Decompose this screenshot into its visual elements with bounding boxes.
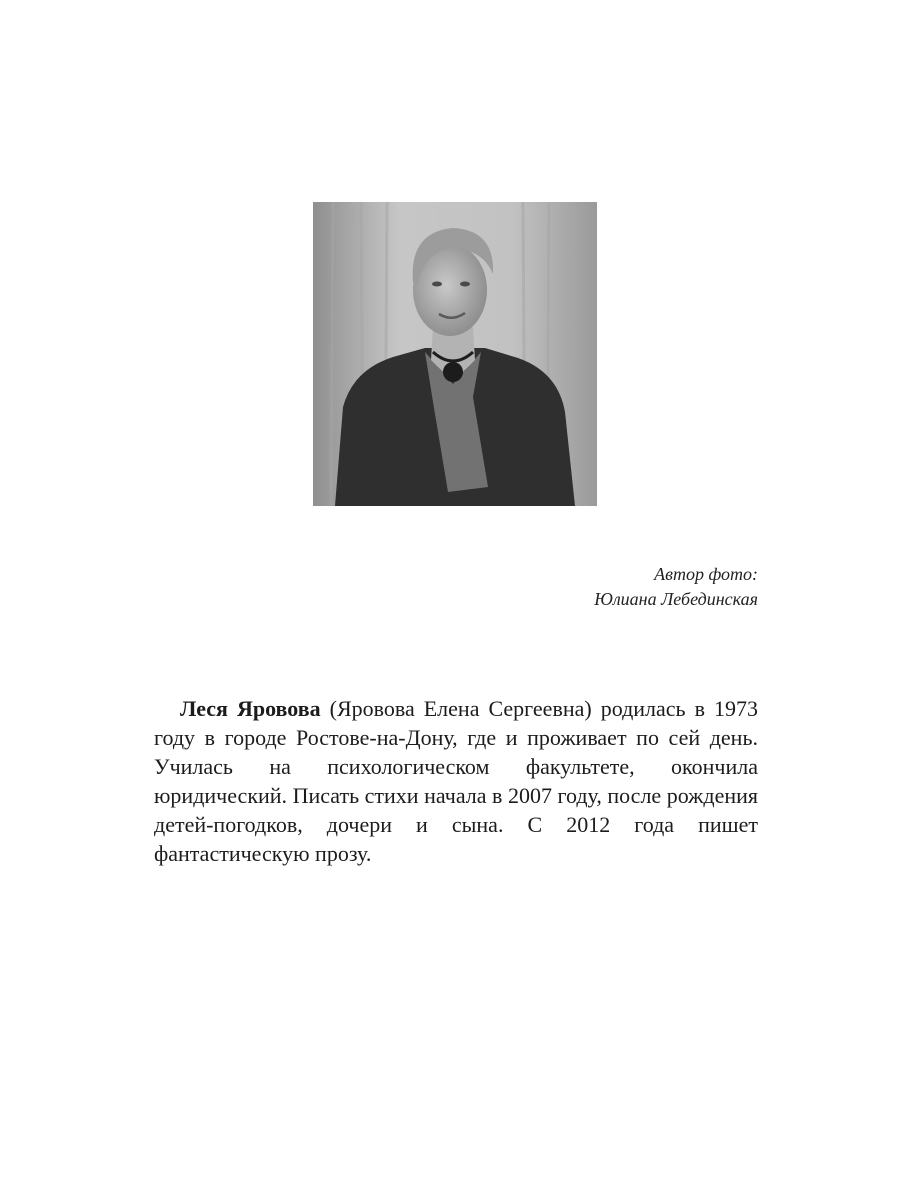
author-biography <box>154 694 758 868</box>
author-name: Леся Яровова <box>180 696 321 721</box>
photo-credit-author: Юлиана Лебединская <box>594 589 758 609</box>
photo-credit-label: Автор фото: <box>654 564 758 584</box>
photo-credit <box>594 562 758 612</box>
author-photo <box>313 202 597 506</box>
author-portrait-image <box>313 202 597 506</box>
biography-text: (Яровова Елена Сергеевна) родилась в 1973 году в городе Ростове-на-Дону, где и проживает по сей день. Училась на психологическом факультете, окончила юридический. Писать стихи начала в 2007 году, после рождения детей-погодков, дочери и сына. С 2012 года пишет фантастическую прозу. <box>154 696 758 866</box>
